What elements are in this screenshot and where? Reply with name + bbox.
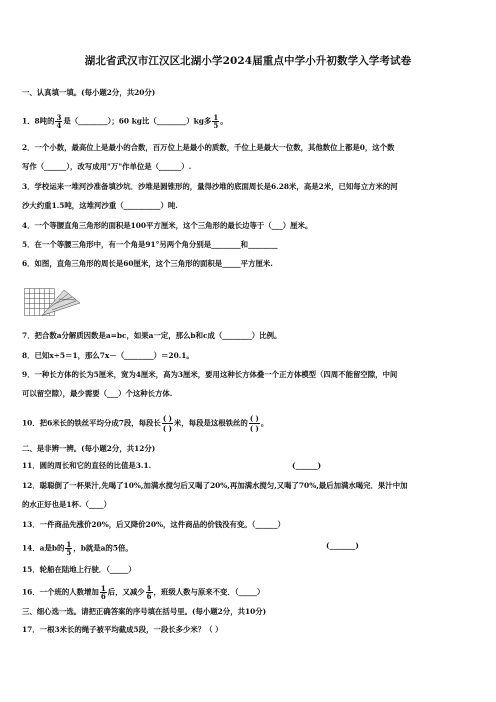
question-7: 7．把合数a分解质因数是a=bc，如果a一定，那么b和c成（________）比例。 [22, 331, 282, 340]
fraction-1-5: $\frac{1}{5}$ [66, 540, 72, 557]
question-11: 11．圆的周长和它的直径的比值是3.1. (______) [22, 461, 322, 470]
question-5: 5．在一个等腰三角形中，有一个角是91°另两个角分别是________和________ [22, 240, 278, 249]
question-13: 13．一件商品先涨价20%，后又降价20%，这件商品的价钱没有变。（______） [22, 520, 285, 529]
section-1-heading: 一、认真填一填。(每小题2分，共20分) [22, 88, 156, 97]
fraction-1-6: $\frac{1}{6}$ [146, 584, 152, 601]
question-6: 6．如图，直角三角形的周长是60厘米，这个三角形的面积是_____平方厘米. [22, 259, 273, 268]
question-8: 8．已知x÷5＝1，那么7x－（________）＝20.1。 [22, 351, 194, 360]
question-15: 15．轮船在陆地上行驶．（_____） [22, 565, 136, 574]
question-14: 14．a是b的 $\frac{1}{5}$ ，b就是a的5倍。 (_______) [22, 540, 359, 557]
question-17: 17．一根3米长的绳子被平均截成5段，一段长多少米？（ ） [22, 625, 223, 634]
blank-fraction-length: ( ) ( ) [162, 414, 172, 433]
fraction-1-6: $\frac{1}{6}$ [100, 584, 106, 601]
question-10: 10．把6米长的铁丝平均分成7段，每段长 ( ) ( ) 米，每段是这根铁丝的 ( ) ( ) 。 [22, 414, 269, 433]
question-16: 16．一个班的人数增加 $\frac{1}{6}$ 后，又减少 $\frac{1}{6}$ ，班级人数与原来不变．（_____） [22, 584, 265, 601]
question-3-line-1: 3．学校运来一堆河沙准备填沙坑．沙堆是圆锥形的，量得沙堆的底面周长是6.28米，高是2米，已知每立方米的河 [22, 182, 398, 191]
section-2-heading: 二、是非辨一辨。(每小题2分，共12分) [22, 444, 156, 453]
blank-fraction-part: ( ) ( ) [249, 414, 259, 433]
question-3-line-2: 沙大约重1.5吨，这堆河沙重（__________）吨. [22, 201, 178, 210]
question-11-answer-blank: (______) [292, 461, 322, 470]
question-9-line-2: 可以留空隙），最少需要（___）个这种长方体. [22, 389, 173, 398]
question-9-line-1: 9．一种长方体的长为5厘米，宽为4厘米，高为3厘米，要用这种长方体叠一个正方体模型（四周不能留空隙，中间 [22, 370, 398, 379]
fraction-3-4: $\frac{3}{4}$ [56, 113, 62, 130]
section-3-heading: 三、细心选一选。请把正确答案的序号填在括号里。(每小题2分，共10分) [22, 607, 267, 616]
fraction-1-5: $\frac{1}{5}$ [213, 113, 219, 130]
page-title: 湖北省武汉市江汉区北湖小学2024届重点中学小升初数学入学考试卷 [84, 55, 412, 67]
triangle-grid-figure [24, 288, 82, 316]
question-2-line-2: 写作（______），改写成用"万"作单位是（______）. [22, 162, 192, 171]
question-14-answer-blank: (_______) [326, 541, 359, 550]
question-12-line-2: 的水正好也是1杯.（____） [22, 500, 112, 509]
question-1: 1．8吨的 $\frac{3}{4}$ 是（________）；60 kg比（________）kg多 $\frac{1}{5}$ 。 [22, 113, 228, 130]
question-2-line-1: 2．一个小数，最高位上是最小的合数，百万位上是最小的质数，千位上是最大一位数，其他数位上都是0，这个数 [22, 143, 395, 152]
question-12-line-1: 12．聪聪倒了一杯果汁,先喝了10%,加满水搅匀后又喝了20%,再加满水搅匀,又喝了70%,最后加满水喝完．果汁中加 [22, 481, 408, 490]
question-4: 4．一个等腰直角三角形的面积是100平方厘米，这个三角形的最长边等于（___）厘米。 [22, 221, 313, 230]
